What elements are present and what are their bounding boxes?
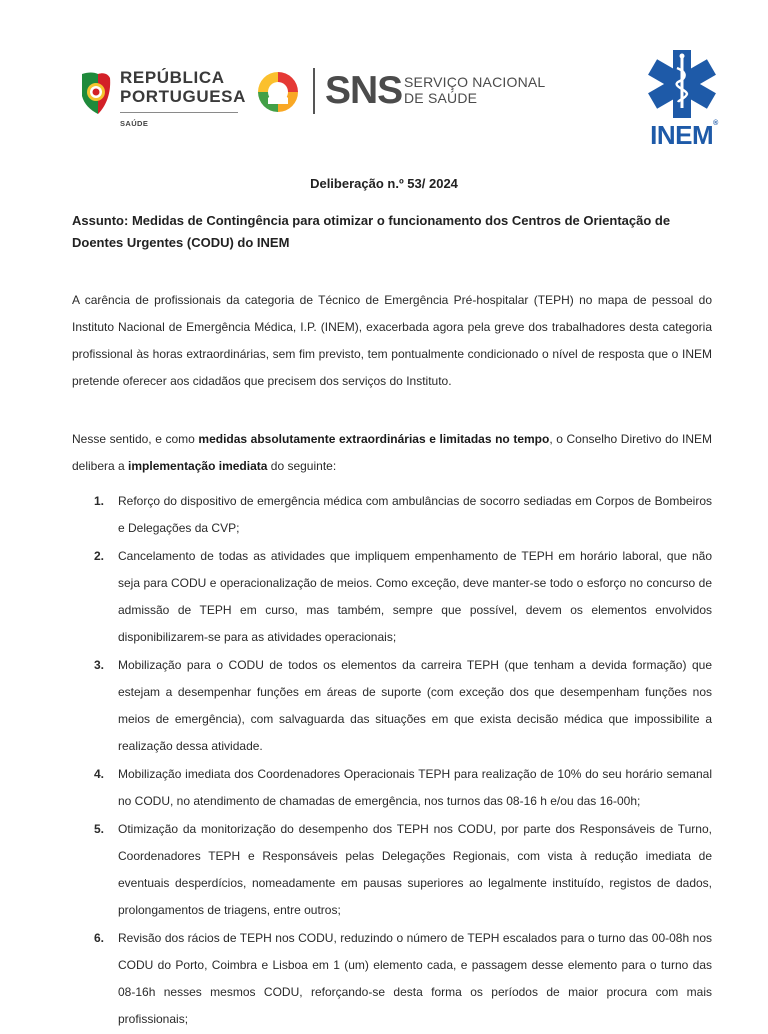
list-item: [72, 816, 712, 924]
list-item-text: Revisão dos rácios de TEPH nos CODU, reduzindo o número de TEPH escalados para o turno das 00-08h nos CODU do Porto, Coimbra e Lisboa em 1 (um) elemento cada, e passagem desse elemento para o turno das 08-16h nesses mesmos CODU, reforçando-se desta forma os períodos de maior procura com mais profissionais;: [118, 931, 712, 1026]
intro-paragraph: A carência de profissionais da categoria de Técnico de Emergência Pré-hospitalar (TEPH) no mapa de pessoal do Instituto Nacional de Emergência Médica, I.P. (INEM), exacerbada agora pela greve dos trabalhadores desta categoria profissional às horas extraordinárias, sem fim previsto, tem pontualmente condicionado o nível de resposta que o INEM pretende oferecer aos cidadãos que precisem dos serviços do Instituto.: [72, 293, 712, 388]
sns-logo-icon: [254, 68, 302, 116]
list-item: [72, 761, 712, 815]
list-item-text: Mobilização para o CODU de todos os elementos da carreira TEPH (que tenham a devida formação) que estejam a desempenhar funções em áreas de suporte (com exceção dos que desempenham funções nos meios de emergência), com salvaguarda das situações em que exista decisão médica que impossibilite a realização dessa atividade.: [118, 658, 712, 753]
measures-list: [72, 488, 712, 1034]
list-item-number: 3.: [94, 658, 105, 672]
portugal-emblem-icon: [78, 70, 112, 116]
decision-emphasis-1: medidas absolutamente extraordinárias e limitadas no tempo: [198, 432, 550, 446]
sns-subtitle-line1: SERVIÇO NACIONAL: [404, 74, 546, 90]
inem-wordmark: [642, 120, 726, 151]
sns-subtitle: [404, 74, 545, 106]
decision-emphasis-2: implementação imediata: [128, 459, 268, 473]
registered-mark: ®: [713, 120, 718, 127]
sns-divider: [313, 68, 315, 114]
subject-heading: Assunto: Medidas de Contingência para otimizar o funcionamento dos Centros de Orientação de Doentes Urgentes (CODU) do INEM: [72, 213, 671, 250]
republica-text: REPÚBLICA: [120, 68, 225, 87]
list-item-number: 4.: [94, 767, 105, 781]
list-item: [72, 543, 712, 651]
decision-text-2: , o Conselho Diretivo do INEM delibera a: [72, 432, 712, 473]
list-item-text: Otimização da monitorização do desempenho dos TEPH nos CODU, por parte dos Responsáveis de Turno, Coordenadores TEPH e Responsáveis pelas Delegações Regionais, com vista à redução imediata de eventuais desperdícios, nomeadamente em pausas superiores ao legalmente instituído, registos de dados, prolongamentos de triagens, entre outros;: [118, 822, 712, 917]
list-item-number: 6.: [94, 931, 105, 945]
list-item-text: Mobilização imediata dos Coordenadores Operacionais TEPH para realização de 10% do seu horário semanal no CODU, no atendimento de chamadas de emergência, nos turnos das 08-16 h e/ou das 16-00h;: [118, 767, 712, 808]
sns-subtitle-line2: DE SAÚDE: [404, 90, 478, 106]
portuguesa-text: PORTUGUESA: [120, 87, 246, 106]
saude-label: SAÚDE: [120, 119, 149, 128]
list-item: [72, 488, 712, 542]
decision-text-3: do seguinte:: [267, 459, 337, 473]
sns-wordmark: SNS: [325, 69, 403, 112]
decision-paragraph: [72, 426, 712, 480]
deliberation-title: Deliberação n.º 53/ 2024: [310, 176, 458, 191]
list-item-number: 5.: [94, 822, 105, 836]
list-item-number: 2.: [94, 549, 105, 563]
list-item: [72, 652, 712, 760]
logo-divider: [120, 112, 238, 113]
list-item-number: 1.: [94, 494, 105, 508]
republica-portuguesa-logo: [78, 68, 246, 128]
list-item-text: Reforço do dispositivo de emergência médica com ambulâncias de socorro sediadas em Corpos de Bombeiros e Delegações da CVP;: [118, 494, 712, 535]
list-item: [72, 925, 712, 1033]
inem-wordmark-text: INEM: [650, 120, 714, 150]
decision-text-1: Nesse sentido, e como: [72, 432, 199, 446]
list-item-text: Cancelamento de todas as atividades que impliquem empenhamento de TEPH em horário laboral, que não seja para CODU e operacionalização de meios. Como exceção, deve manter-se todo o esforço no concurso de admissão de TEPH em curso, mas também, sempre que possível, devem os elementos envolvidos disponibilizarem-se para as atividades operacionais;: [118, 549, 712, 644]
